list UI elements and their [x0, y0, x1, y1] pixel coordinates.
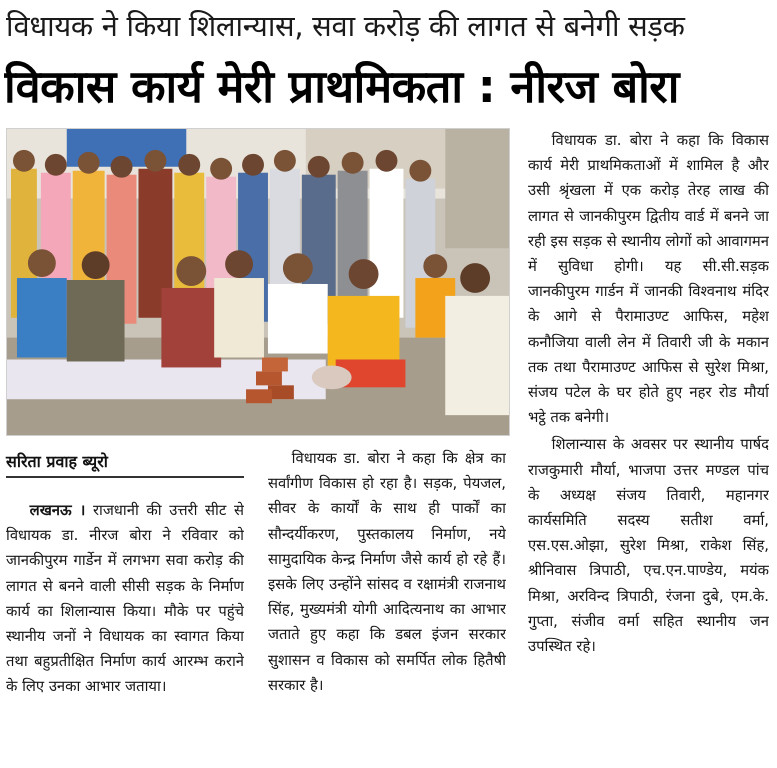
col3-paragraph-1: विधायक डा. बोरा ने कहा कि विकास कार्य मेरी प्राथमिकताओं में शामिल है और उसी श्रृंखला में एक करोड़ तेरह लाख की लागत से जानकीपुरम द्वितीय वार्ड में बनने जा रही इस सड़क से स्थानीय लोगों को आवागमन में सुविधा होगी। यह सी.सी.सड़क जानकीपुरम गार्डन में जानकी विश्वनाथ मंदिर के आगे से पैरामाउण्ट आफिस, महेश कनौजिया वाली लेन में तिवारी जी के मकान तक तथा पैरामाउण्ट आफिस से सुरेश मिश्रा, संजय पटेल के घर होते हुए नहर रोड मौर्या भट्ठे तक बनेगी।	[528, 132, 769, 427]
main-headline: विकास कार्य मेरी प्राथमिकता : नीरज बोरा	[4, 60, 679, 113]
foundation-ceremony-photo	[7, 129, 509, 435]
byline-divider	[6, 476, 244, 478]
article-column-3	[528, 128, 769, 762]
article-column-1	[6, 498, 244, 760]
kicker-headline: विधायक ने किया शिलान्यास, सवा करोड़ की लागत से बनेगी सड़क	[6, 9, 685, 43]
col1-text: राजधानी की उत्तरी सीट से विधायक डा. नीरज बोरा ने रविवार को जानकीपुरम गार्डेन में लगभग सवा करोड़ की लागत से बनने वाली सीसी सड़क के निर्माण कार्य का शिलान्यास किया। मौके पर पहुंचे स्थानीय जनों ने विधायक का स्वागत किया तथा बहुप्रतीक्षित निर्माण कार्य आरम्भ कराने के लिए उनका आभार जताया।	[6, 502, 244, 696]
dateline: लखनऊ ।	[29, 502, 86, 519]
news-photo	[6, 128, 510, 436]
byline: सरिता प्रवाह ब्यूरो	[6, 452, 108, 471]
col1-paragraph	[6, 498, 244, 700]
col2-paragraph: विधायक डा. बोरा ने कहा कि क्षेत्र का सर्वांगीण विकास हो रहा है। सड़क, पेयजल, सीवर के कार्यों के साथ ही पार्कों का सौन्दर्यीकरण, पुस्तकालय निर्माण, नये सामुदायिक केन्द्र निर्माण जैसे कार्य हो रहे हैं। इसके लिए उन्होंने सांसद व रक्षामंत्री राजनाथ सिंह, मुख्यमंत्री योगी आदित्यनाथ का आभार जताते हुए कहा कि डबल इंजन सरकार सुशासन व विकास को समर्पित लोक हितैषी सरकार है।	[268, 450, 506, 694]
article-column-2	[268, 446, 506, 760]
col3-paragraph-2: शिलान्यास के अवसर पर स्थानीय पार्षद राजकुमारी मौर्या, भाजपा उत्तर मण्डल पांच के अध्यक्ष संजय तिवारी, महानगर कार्यसमिति सदस्य सतीश वर्मा, एस.एस.ओझा, सुरेश मिश्रा, राकेश सिंह, श्रीनिवास त्रिपाठी, एच.एन.पाण्डेय, मयंक मिश्रा, अरविन्द त्रिपाठी, रंजना दुबे, एम.के. गुप्ता, संजीव वर्मा सहित स्थानीय जन उपस्थित रहे।	[528, 436, 769, 656]
